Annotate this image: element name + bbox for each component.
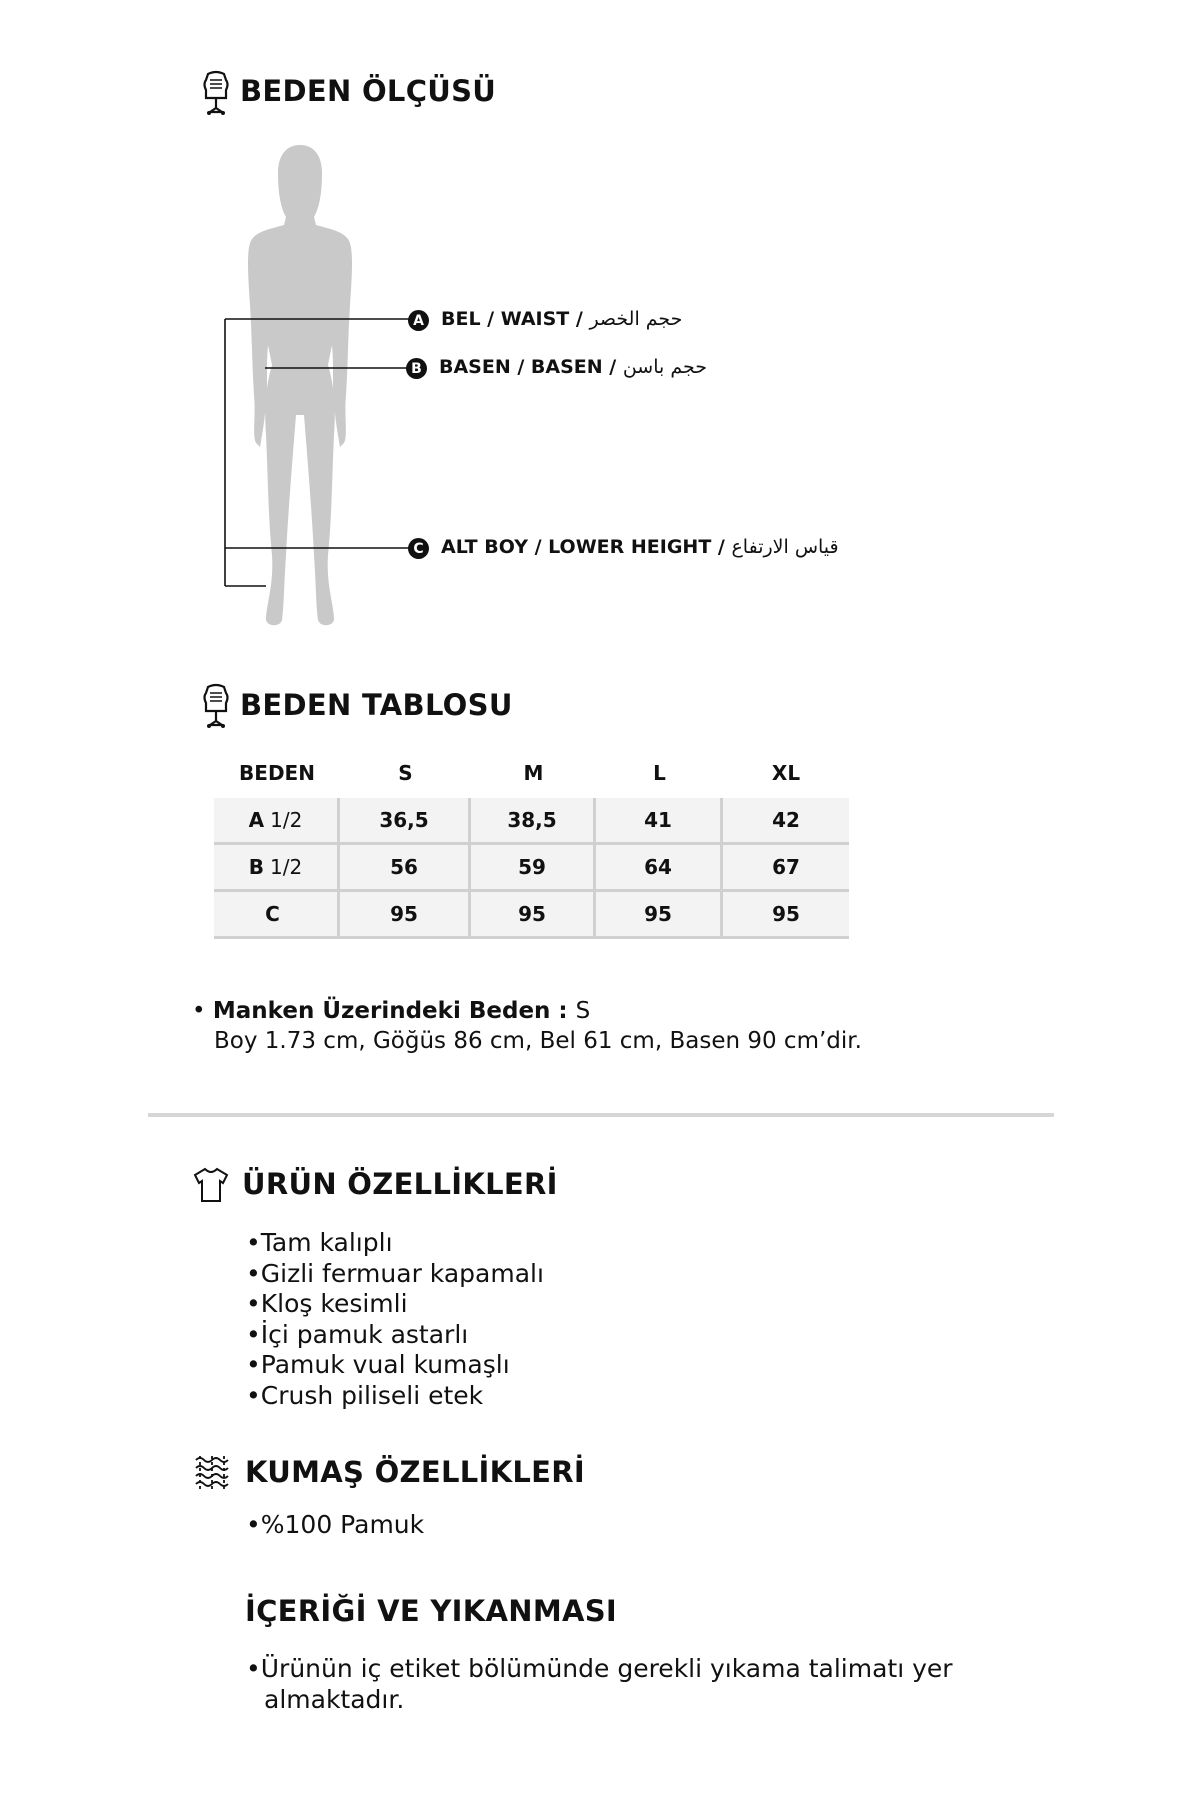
table-cell: 95 [340,892,471,939]
table-row [214,892,849,939]
table-cell: 95 [723,892,849,939]
product-features-title: ÜRÜN ÖZELLİKLERİ [242,1167,558,1201]
model-info [192,996,862,1056]
fabric-icon [192,1454,232,1498]
label-lower-height [441,536,839,558]
label-hip [439,356,707,378]
header-cell: S [340,748,471,798]
list-item: • Ürünün iç etiket bölümünde gerekli yıkama talimatı yer [246,1654,953,1685]
badge-a: A [408,310,429,331]
header-cell: XL [723,748,849,798]
size-table-header [214,748,849,798]
care-title: İÇERİĞİ VE YIKANMASI [245,1594,617,1628]
table-cell: 42 [723,798,849,845]
list-item: • Crush piliseli etek [246,1381,544,1412]
list-item: • %100 Pamuk [246,1510,424,1541]
care-list [246,1654,953,1715]
label-hip-arabic: حجم باسن [622,356,707,378]
list-item: • Gizli fermuar kapamalı [246,1259,544,1290]
table-cell: 59 [471,845,596,892]
list-item: • Pamuk vual kumaşlı [246,1350,544,1381]
table-row [214,798,849,845]
table-cell: 67 [723,845,849,892]
measurement-lines [0,0,1200,700]
label-lower-height-text: ALT BOY / LOWER HEIGHT / [441,536,732,558]
table-cell: 95 [471,892,596,939]
table-cell: 56 [340,845,471,892]
table-cell: 64 [596,845,723,892]
product-features-list [246,1228,544,1411]
table-cell: 41 [596,798,723,845]
table-cell: 38,5 [471,798,596,845]
mannequin-icon [198,683,234,727]
fabric-features-title: KUMAŞ ÖZELLİKLERİ [245,1455,586,1489]
row-label: C [214,892,340,939]
row-label: A 1/2 [214,798,340,845]
label-hip-text: BASEN / BASEN / [439,356,623,378]
fabric-features-list [246,1510,424,1541]
list-item: • Tam kalıplı [246,1228,544,1259]
label-waist-text: BEL / WAIST / [441,308,590,330]
table-cell: 36,5 [340,798,471,845]
model-info-size: S [575,998,591,1024]
model-info-details: Boy 1.73 cm, Göğüs 86 cm, Bel 61 cm, Basen 90 cm’dir. [214,1028,862,1054]
table-row [214,845,849,892]
list-item: • İçi pamuk astarlı [246,1320,544,1351]
badge-b: B [406,358,427,379]
label-waist-arabic: حجم الخصر [589,308,683,330]
size-table [214,748,849,939]
row-label: B 1/2 [214,845,340,892]
list-item-continuation: almaktadır. [264,1684,405,1714]
list-item: • Kloş kesimli [246,1289,544,1320]
size-measure-title: BEDEN ÖLÇÜSÜ [240,74,497,108]
header-cell: BEDEN [214,748,340,798]
table-cell: 95 [596,892,723,939]
header-cell: M [471,748,596,798]
header-cell: L [596,748,723,798]
tshirt-icon [192,1166,230,1208]
model-info-line1: • Manken Üzerindeki Beden : S [192,998,591,1024]
model-info-label: Manken Üzerindeki Beden : [212,998,576,1024]
section-divider [148,1113,1054,1117]
label-waist [441,308,682,330]
size-table-title: BEDEN TABLOSU [240,688,513,722]
badge-c: C [408,538,429,559]
label-lower-height-arabic: قياس الارتفاع [731,536,839,558]
